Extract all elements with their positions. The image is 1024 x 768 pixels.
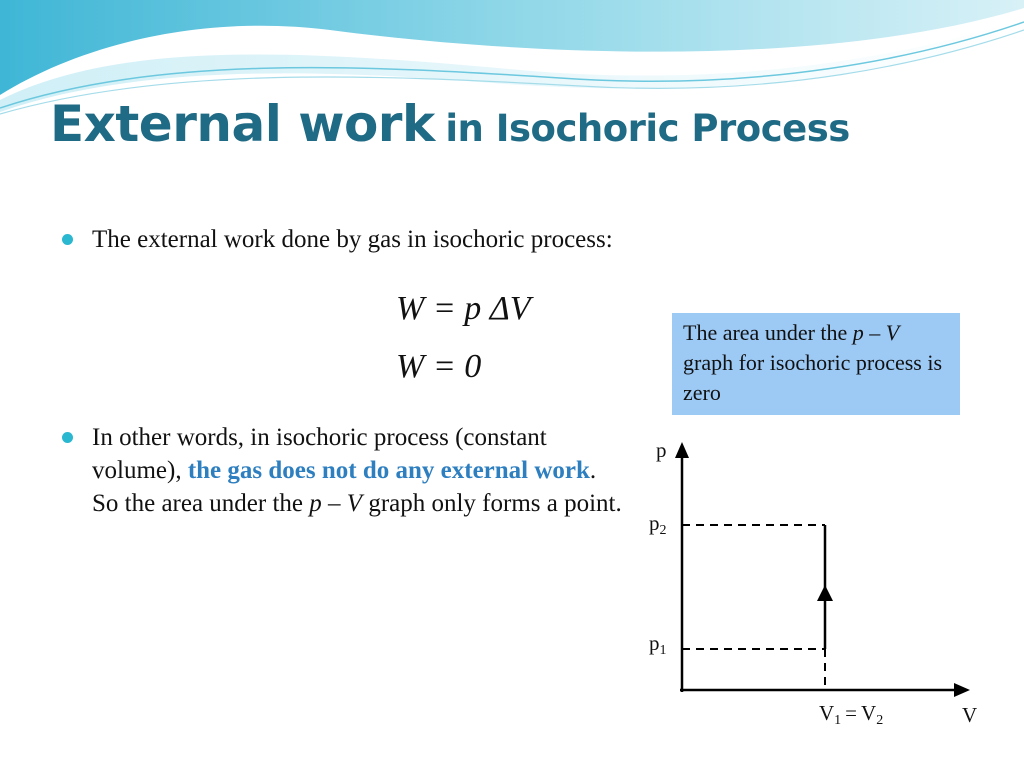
title-main: External work xyxy=(50,95,435,153)
x-axis-arrowhead xyxy=(954,683,970,697)
equation-work-formula xyxy=(396,290,531,328)
bullet-2-text-before: In other words, in isochoric process (constant volume), xyxy=(92,424,547,484)
y-axis-arrowhead xyxy=(675,442,689,458)
equation-1: W = p ΔV xyxy=(396,290,531,327)
y-axis-label: p xyxy=(656,438,667,462)
x-axis-label: V xyxy=(962,703,978,727)
volume-label: V1 = V2 xyxy=(819,701,884,728)
bullet-2 xyxy=(92,421,622,520)
bullet-2-highlight: the gas does not do any external work xyxy=(187,457,590,484)
slide-title xyxy=(50,95,850,153)
note-v-var: V xyxy=(885,320,900,345)
title-rest: in Isochoric Process xyxy=(445,107,850,150)
equation-work-zero xyxy=(396,348,481,386)
note-dash: – xyxy=(869,320,881,345)
bullet-1 xyxy=(92,223,622,256)
process-direction-arrowhead xyxy=(817,585,833,601)
bullet-icon xyxy=(62,432,73,443)
bullet-2-v-var: V xyxy=(346,490,363,517)
equation-2: W = 0 xyxy=(396,348,482,385)
bullet-2-p-var: p xyxy=(309,490,322,517)
note-box xyxy=(672,313,960,415)
bullet-icon xyxy=(62,234,73,245)
p1-label: p1 xyxy=(649,631,667,658)
note-text-after: graph for isochoric process is zero xyxy=(683,350,943,405)
note-p-var: p xyxy=(852,320,864,345)
bullet-2-dash: – xyxy=(328,490,341,517)
note-text-before: The area under the xyxy=(683,320,848,345)
bullet-1-text: The external work done by gas in isochoric process: xyxy=(92,226,613,253)
bullet-2-text-after: graph only forms a point. xyxy=(368,490,622,517)
bullet-2-text-middle: . So the area under the xyxy=(92,457,597,517)
p2-label: p2 xyxy=(649,511,667,538)
pv-diagram xyxy=(600,430,1024,768)
